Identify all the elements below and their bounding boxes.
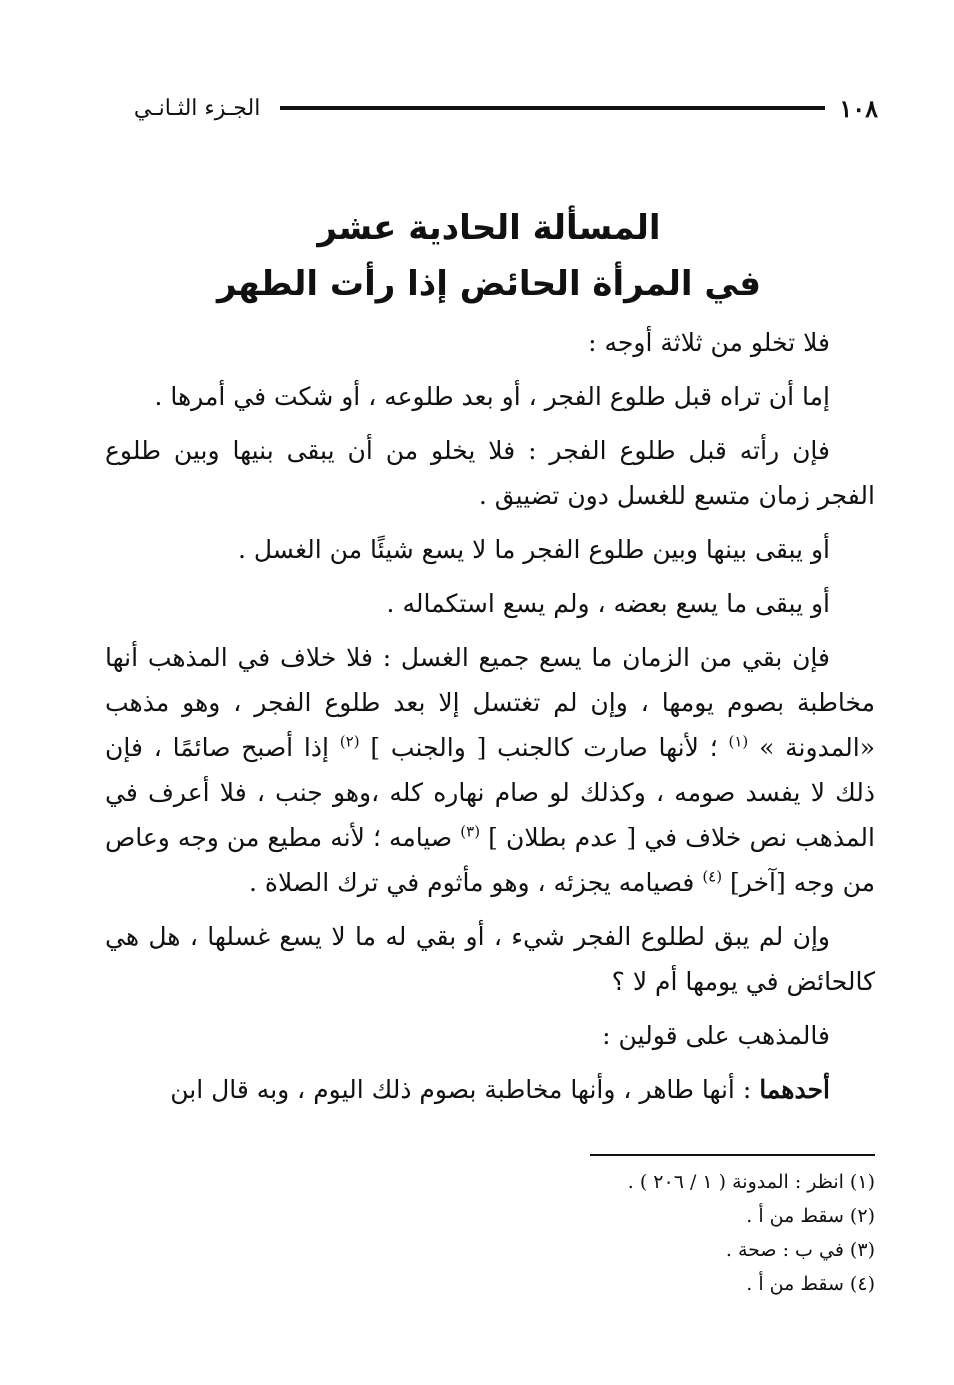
footnote-separator bbox=[590, 1154, 875, 1156]
paragraph-9 bbox=[105, 1067, 875, 1112]
paragraph-6-text-3: إذا أصبح صائمًا ، فإن ذلك لا يفسد صومه ، وكذلك لو صام نهاره كله ،وهو جنب ، فلا أعرف في المذهب نص خلاف في [ عدم بطلان ] bbox=[105, 733, 875, 852]
paragraph-8: فالمذهب على قولين : bbox=[602, 1021, 830, 1050]
paragraph-9-text: : أنها طاهر ، وأنها مخاطبة بصوم ذلك اليوم ، وبه قال ابن bbox=[170, 1075, 752, 1104]
body-text bbox=[105, 320, 875, 1112]
section-title: المسألة الحادية عشر bbox=[317, 208, 661, 248]
footnotes bbox=[420, 1165, 875, 1301]
paragraph-6-text-5: فصيامه يجزئه ، وهو مأثوم في ترك الصلاة . bbox=[248, 868, 695, 897]
footnote-ref-3: (٣) bbox=[460, 822, 481, 841]
header-rule bbox=[280, 106, 825, 110]
paragraph-4: أو يبقى بينها وبين طلوع الفجر ما لا يسع شيئًا من الغسل . bbox=[237, 535, 830, 564]
footnote-2: (٢) سقط من أ . bbox=[746, 1205, 875, 1227]
volume-title: الجـزء الثـانـي bbox=[133, 95, 261, 121]
paragraph-6-text-1: فإن بقي من الزمان ما يسع جميع الغسل : فلا خلاف في المذهب أنها مخاطبة بصوم يومها ، وإن لم تغتسل إلا بعد طلوع الفجر ، وهو مذهب «المدونة » bbox=[105, 643, 876, 762]
paragraph-9-lead: أحدهما bbox=[759, 1075, 830, 1104]
paragraph-6-text-4: صيامه ؛ لأنه مطيع من وجه وعاص من وجه [آخر] bbox=[105, 823, 875, 897]
paragraph-6-text-2: ؛ لأنها صارت كالجنب [ والجنب ] bbox=[370, 733, 718, 762]
paragraph-5: أو يبقى ما يسع بعضه ، ولم يسع استكماله . bbox=[386, 589, 830, 618]
footnote-ref-4: (٤) bbox=[702, 867, 723, 886]
paragraph-3: فإن رأته قبل طلوع الفجر : فلا يخلو من أن يبقى بنيها وبين طلوع الفجر زمان متسع للغسل دون تضييق . bbox=[105, 436, 875, 510]
footnote-ref-2: (٢) bbox=[339, 732, 360, 751]
paragraph-2: إما أن تراه قبل طلوع الفجر ، أو بعد طلوعه ، أو شكت في أمرها . bbox=[154, 382, 830, 411]
paragraph-1: فلا تخلو من ثلاثة أوجه : bbox=[588, 328, 830, 357]
footnote-ref-1: (١) bbox=[728, 732, 749, 751]
section-headings bbox=[100, 200, 878, 312]
footnote-4: (٤) سقط من أ . bbox=[746, 1273, 875, 1295]
footnote-3: (٣) في ب : صحة . bbox=[725, 1239, 875, 1261]
footnote-1: (١) انظر : المدونة ( ١ / ٢٠٦ ) . bbox=[627, 1171, 875, 1193]
paragraph-7: وإن لم يبق لطلوع الفجر شيء ، أو بقي له ما لا يسع غسلها ، هل هي كالحائض في يومها أم لا ؟ bbox=[105, 922, 875, 996]
section-subtitle: في المرأة الحائض إذا رأت الطهر bbox=[216, 264, 762, 304]
paragraph-6 bbox=[105, 635, 875, 905]
page-number: ١٠٨ bbox=[839, 93, 878, 123]
running-header bbox=[100, 88, 878, 128]
